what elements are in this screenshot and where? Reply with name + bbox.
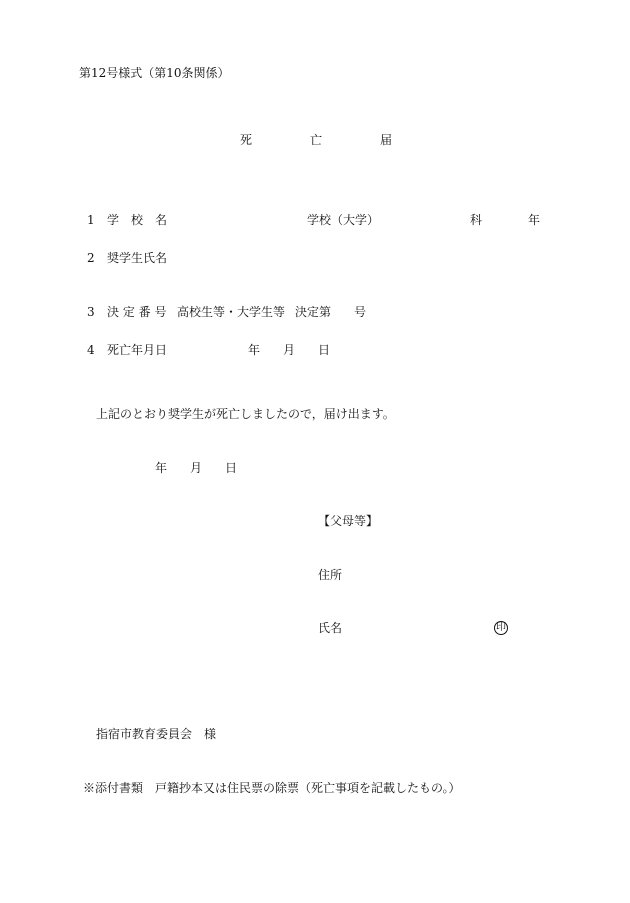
document-title-char-3: 届	[380, 133, 393, 147]
grade-year-unit-label: 年	[528, 213, 541, 227]
addressee: 指宿市教育委員会 様	[96, 727, 217, 741]
item-2-number: 2	[87, 251, 95, 265]
death-date-label: 死亡年月日	[107, 343, 168, 357]
decision-number-suffix: 号	[354, 305, 367, 319]
submission-date-year: 年	[155, 461, 168, 475]
applicant-heading: 【父母等】	[318, 514, 379, 528]
attachment-note: ※添付書類 戸籍抄本又は住民票の除票（死亡事項を記載したもの。）	[83, 781, 461, 795]
submission-date-month: 月	[190, 461, 203, 475]
item-1-number: 1	[87, 213, 95, 227]
seal-mark: 印	[496, 622, 506, 633]
document-title-char-2: 亡	[310, 133, 323, 147]
address-label: 住所	[318, 568, 343, 582]
death-date-month: 月	[283, 343, 296, 357]
form-number: 第12号様式（第10条関係）	[79, 66, 230, 80]
item-3-number: 3	[87, 305, 95, 319]
school-name-label: 学 校 名	[107, 213, 168, 227]
student-name-label: 奨学生氏名	[107, 251, 168, 265]
department-unit-label: 科	[470, 213, 483, 227]
school-unit-label: 学校（大学）	[307, 213, 380, 227]
death-date-day: 日	[318, 343, 331, 357]
name-label: 氏名	[318, 621, 343, 635]
item-4-number: 4	[87, 343, 95, 357]
statement-text: 上記のとおり奨学生が死亡しましたので，届け出ます。	[96, 407, 395, 421]
document-title-char-1: 死	[240, 133, 253, 147]
decision-number-label: 決 定 番 号	[107, 305, 167, 319]
decision-number-prefix: 決定第	[295, 305, 332, 319]
death-date-year: 年	[248, 343, 261, 357]
submission-date-day: 日	[225, 461, 238, 475]
decision-category: 高校生等・大学生等	[177, 305, 286, 319]
